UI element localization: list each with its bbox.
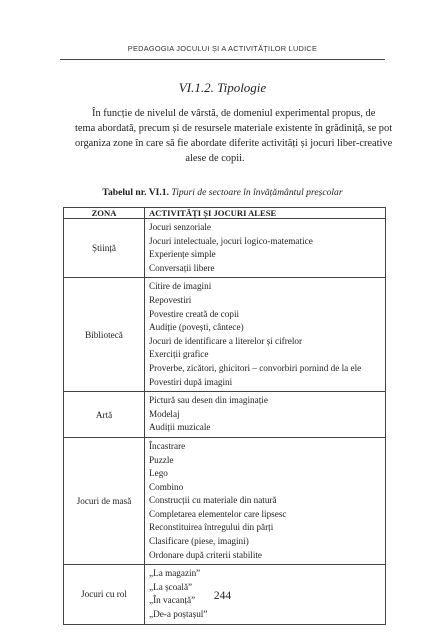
table-caption-label: Tabelul nr. VI.1. (102, 187, 169, 198)
running-header: PEDAGOGIA JOCULUI ȘI A ACTIVITĂȚILOR LUDICE (127, 44, 318, 53)
activity-item: Exerciții grafice (149, 349, 209, 360)
activities-cell (145, 437, 386, 564)
activity-item: „În vacanță” (149, 595, 196, 606)
section-heading: VI.1.2. Tipologie (178, 80, 267, 95)
page-number: 244 (213, 590, 232, 602)
activity-item: Ordonare după criterii stabilite (149, 549, 263, 560)
activities-list (149, 221, 381, 275)
activities-cell (145, 392, 386, 438)
activity-item: Jocuri senzoriale (149, 222, 211, 232)
activity-item: Audiție (povești, cântece) (149, 322, 244, 333)
activity-item: Jocuri de identificare a literelor și cifrelor (149, 335, 303, 346)
paragraph-line: tema abordată, precum și de resursele materiale existente în grădiniță, se pot (75, 123, 393, 134)
zone-cell: Artă (64, 392, 145, 438)
activity-item: Completarea elementelor care lipsesc (149, 508, 287, 519)
zone-cell: Jocuri cu rol (64, 565, 145, 624)
activity-item: Audiții muzicale (149, 422, 211, 433)
activity-item: Lego (149, 468, 168, 479)
activity-item: Clasificare (piese, imagini) (149, 536, 249, 547)
paragraph-line: alese de copii. (185, 153, 245, 164)
paragraph-line: În funcție de nivelul de vârstă, de domeniul experimental propus, de (92, 108, 376, 119)
activity-item: Pictură sau desen din imaginație (149, 395, 268, 406)
activity-item: Experiențe simple (149, 249, 216, 260)
paragraph-line: organiza zone în care să fie abordate diferite activități și jocuri liber-creative (75, 138, 393, 149)
activity-item: Povestiri după imagini (149, 376, 233, 387)
table-row (64, 437, 386, 564)
column-header-activities: ACTIVITĂȚI ȘI JOCURI ALESE (145, 208, 386, 219)
activity-item: Combino (149, 481, 184, 492)
zone-cell: Știință (64, 219, 145, 278)
activities-list (149, 440, 381, 562)
table-caption (0, 187, 445, 198)
column-header-zone: ZONA (64, 208, 145, 219)
table-body (64, 219, 386, 625)
activity-item: „De-a poștașul” (149, 609, 208, 620)
zone-cell: Bibliotecă (64, 278, 145, 392)
intro-paragraph (75, 106, 393, 166)
activities-list (149, 394, 381, 435)
activity-item: Jocuri intelectuale, jocuri logico-matematice (149, 235, 313, 246)
activity-item: Puzzle (149, 454, 174, 465)
sectors-table (63, 207, 386, 625)
table-row (64, 278, 386, 392)
table-row (64, 392, 386, 438)
activity-item: Repovestiri (149, 294, 192, 305)
activity-item: „La magazin” (149, 568, 201, 579)
activities-cell (145, 278, 386, 392)
table-caption-text: Tipuri de sectoare în învățământul preșcolar (171, 187, 343, 198)
activity-item: Construcții cu materiale din natură (149, 495, 277, 506)
table-row (64, 219, 386, 278)
activity-item: Încastrare (149, 440, 186, 451)
activities-cell (145, 219, 386, 278)
table-header-row (64, 208, 386, 219)
activity-item: Conversații libere (149, 262, 215, 273)
header-rule (60, 59, 385, 60)
activity-item: Povestire creată de copii (149, 308, 240, 319)
activity-item: Reconstituirea întregului din părți (149, 522, 274, 533)
zone-cell: Jocuri de masă (64, 437, 145, 564)
activity-item: Proverbe, zicători, ghicitori – convorbiri pornind de la ele (149, 362, 362, 373)
activity-item: „La școală” (149, 581, 193, 592)
activities-list (149, 280, 381, 389)
activity-item: Modelaj (149, 408, 180, 419)
activity-item: Citire de imagini (149, 281, 212, 292)
